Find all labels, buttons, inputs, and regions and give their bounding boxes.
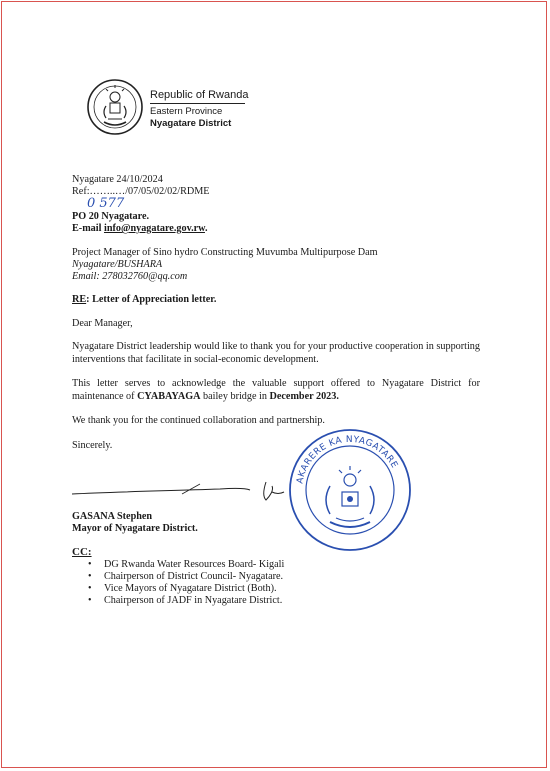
svg-text:AKARERE KA NYAGATARE	[295, 435, 399, 485]
p2-bridge-name: CYABAYAGA	[137, 390, 201, 402]
cc-list-item: • Chairperson of JADF in Nyagatare District.	[88, 595, 284, 607]
letterhead-republic: Republic of Rwanda	[150, 89, 249, 101]
district-official-seal	[286, 428, 414, 552]
p2-text-a: This letter serves to acknowledge the valuable support offered to Nyagatare District for maintenance of	[72, 378, 480, 402]
cc-list-item: • Chairperson of District Council- Nyagatare.	[88, 571, 284, 583]
cc-list-item: • Vice Mayors of Nyagatare District (Both).	[88, 583, 284, 595]
p2-text-b: bailey bridge in	[200, 390, 270, 402]
cc-list	[88, 559, 284, 607]
recipient-location: Nyagatare/BUSHARA	[72, 259, 163, 270]
signatory-name: GASANA Stephen	[72, 511, 153, 522]
reference-number: Ref:……..…/07/05/02/02/RDME	[72, 186, 210, 197]
subject-label: RE	[72, 294, 87, 305]
seal-text: AKARERE KA NYAGATARE	[295, 434, 400, 485]
letterhead-district: Nyagatare District	[150, 118, 232, 129]
body-paragraph-2	[72, 378, 480, 403]
rwanda-coat-of-arms-emblem	[86, 78, 144, 136]
email-dot: .	[204, 223, 208, 234]
body-paragraph-1: Nyagatare District leadership would like to thank you for your productive cooperation in supporting interventions that facilitate in social-economic development.	[72, 341, 480, 365]
letterhead-province: Eastern Province	[150, 106, 223, 117]
closing: Sincerely.	[72, 440, 113, 451]
place-date: Nyagatare 24/10/2024	[72, 174, 163, 185]
p2-date: December 2023.	[269, 390, 339, 402]
recipient-title: Project Manager of Sino hydro Constructing Muvumba Multipurpose Dam	[72, 247, 378, 258]
salutation: Dear Manager,	[72, 318, 133, 329]
subject-text: : Letter of Appreciation letter.	[86, 294, 217, 305]
subject-line	[72, 294, 216, 306]
cc-label: CC:	[72, 546, 92, 558]
body-paragraph-3: We thank you for the continued collaboration and partnership.	[72, 415, 325, 426]
email-link[interactable]: info@nyagatare.gov.rw	[103, 223, 205, 234]
cc-list-item: • DG Rwanda Water Resources Board- Kigali	[88, 559, 284, 571]
signatory-title: Mayor of Nyagatare District.	[72, 523, 198, 534]
email-line	[72, 223, 208, 235]
email-label: E-mail	[72, 223, 104, 234]
letterhead-divider	[150, 103, 245, 104]
po-box: PO 20 Nyagatare.	[72, 211, 150, 222]
handwritten-number: 0 577	[87, 196, 125, 211]
handwritten-signature	[70, 478, 290, 508]
recipient-email: Email: 278032760@qq.com	[72, 271, 188, 282]
